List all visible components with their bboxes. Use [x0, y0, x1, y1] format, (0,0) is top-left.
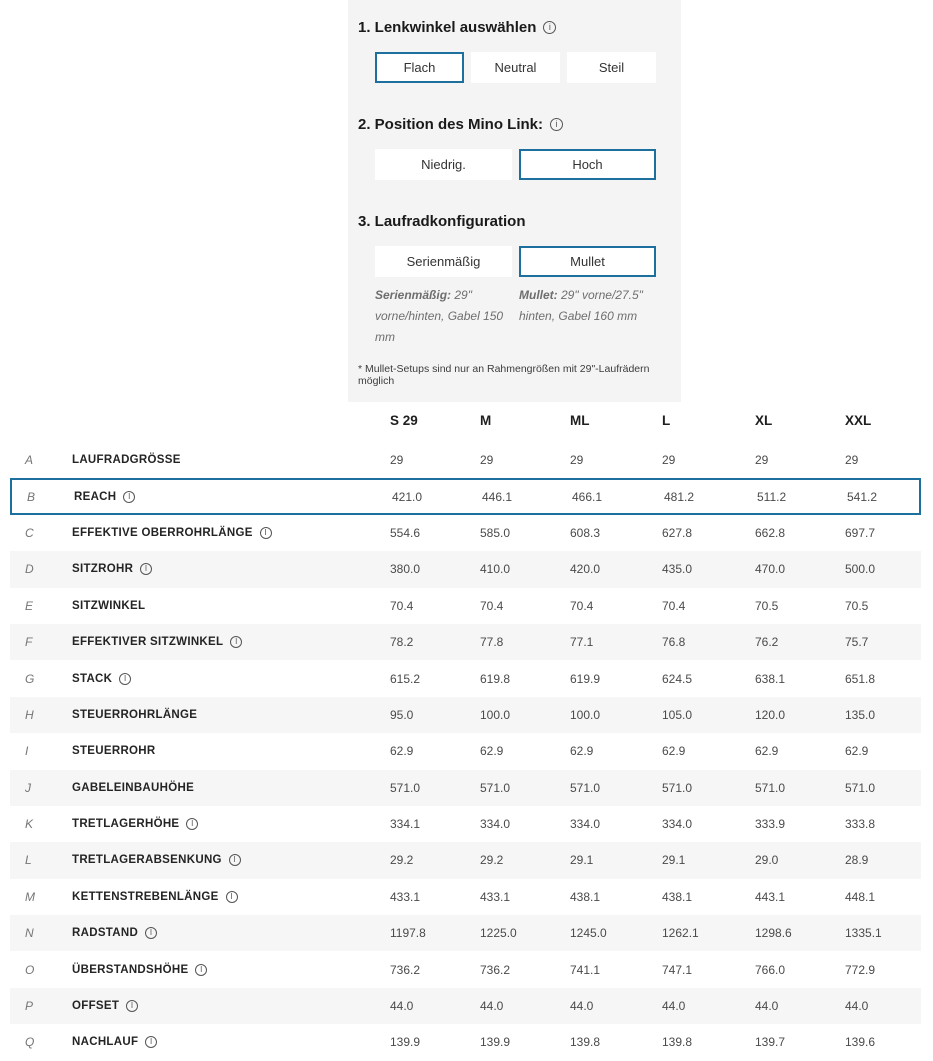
row-letter: Q — [25, 1035, 35, 1050]
section-title-laufradkonfiguration — [358, 213, 681, 230]
cell-value: 438.1 — [570, 889, 601, 904]
cell-value: 420.0 — [570, 562, 601, 577]
cell-value: 571.0 — [845, 780, 876, 795]
cell-value: 541.2 — [847, 489, 878, 504]
cell-value: 747.1 — [662, 962, 693, 977]
row-label — [62, 527, 380, 539]
cell-value: 44.0 — [570, 999, 594, 1014]
row-label-text: TRETLAGERHÖHE — [72, 818, 180, 831]
cell-value: 334.0 — [570, 817, 601, 832]
cell-value: 76.2 — [755, 635, 779, 650]
row-letter: P — [25, 999, 34, 1014]
cell-value: 334.0 — [480, 817, 511, 832]
row-letter: K — [25, 817, 34, 832]
cell-value: 62.9 — [755, 744, 779, 759]
row-letter: J — [25, 780, 31, 795]
cell-value: 741.1 — [570, 962, 601, 977]
info-icon[interactable]: I — [119, 673, 131, 685]
cell-value: 62.9 — [662, 744, 686, 759]
geometry-table-body — [10, 442, 921, 1061]
cell-value: 78.2 — [390, 635, 414, 650]
cell-value: 380.0 — [390, 562, 421, 577]
cell-value: 571.0 — [570, 780, 601, 795]
option-button-neutral[interactable]: Neutral — [471, 52, 560, 83]
cell-value: 627.8 — [662, 525, 693, 540]
row-letter: D — [25, 562, 34, 577]
size-column-header: S 29 — [390, 412, 418, 428]
table-row — [10, 1024, 921, 1060]
row-label — [62, 454, 380, 466]
cell-value: 333.8 — [845, 817, 876, 832]
cell-value: 29.0 — [755, 853, 779, 868]
cell-value: 95.0 — [390, 707, 414, 722]
size-column-header: ML — [570, 412, 590, 428]
cell-value: 139.9 — [390, 1035, 421, 1050]
info-icon[interactable]: i — [550, 118, 563, 131]
cell-value: 29 — [570, 453, 584, 468]
cell-value: 76.8 — [662, 635, 686, 650]
size-column-header: XXL — [845, 412, 872, 428]
cell-value: 44.0 — [390, 999, 414, 1014]
cell-value: 736.2 — [480, 962, 511, 977]
info-icon[interactable]: I — [126, 1000, 138, 1012]
cell-value: 29.1 — [570, 853, 594, 868]
cell-value: 615.2 — [390, 671, 421, 686]
cell-value: 100.0 — [570, 707, 601, 722]
cell-value: 571.0 — [390, 780, 421, 795]
cell-value: 70.4 — [662, 598, 686, 613]
row-label-text: LAUFRADGRÖSSE — [72, 454, 181, 467]
cell-value: 62.9 — [845, 744, 869, 759]
cell-value: 139.7 — [755, 1035, 786, 1050]
option-button-niedrig[interactable]: Niedrig. — [375, 149, 512, 180]
row-letter: A — [25, 453, 34, 468]
cell-value: 29.2 — [390, 853, 414, 868]
table-row — [10, 478, 921, 514]
cell-value: 70.4 — [570, 598, 594, 613]
cell-value: 410.0 — [480, 562, 511, 577]
row-label-text: REACH — [74, 490, 117, 503]
info-icon[interactable]: I — [229, 854, 241, 866]
cell-value: 1262.1 — [662, 926, 699, 941]
row-letter: I — [25, 744, 29, 759]
cell-value: 139.8 — [662, 1035, 693, 1050]
row-label — [62, 673, 380, 685]
table-row — [10, 879, 921, 915]
cell-value: 608.3 — [570, 525, 601, 540]
cell-value: 421.0 — [392, 489, 423, 504]
info-icon[interactable]: I — [195, 964, 207, 976]
size-column-header: XL — [755, 412, 773, 428]
cell-value: 585.0 — [480, 525, 511, 540]
row-label-text: GABELEINBAUHÖHE — [72, 781, 195, 794]
cell-value: 1298.6 — [755, 926, 792, 941]
table-row — [10, 442, 921, 478]
row-label-text: EFFEKTIVER SITZWINKEL — [72, 636, 224, 649]
row-letter: M — [25, 889, 35, 904]
cell-value: 438.1 — [662, 889, 693, 904]
table-row — [10, 551, 921, 587]
row-label — [62, 745, 380, 757]
row-label — [62, 563, 380, 575]
section-title-lenkwinkel — [358, 19, 681, 36]
cell-value: 662.8 — [755, 525, 786, 540]
cell-value: 466.1 — [572, 489, 603, 504]
size-header-row — [10, 398, 921, 442]
row-label-text: KETTENSTREBENLÄNGE — [72, 890, 219, 903]
cell-value: 736.2 — [390, 962, 421, 977]
config-panel — [348, 0, 681, 402]
table-row — [10, 842, 921, 878]
table-row — [10, 624, 921, 660]
row-label — [64, 491, 382, 503]
geometry-table — [10, 398, 921, 1061]
row-label — [62, 927, 380, 939]
cell-value: 29.2 — [480, 853, 504, 868]
table-row — [10, 697, 921, 733]
description-lead: Serienmäßig: — [375, 288, 452, 302]
row-label-text: SITZWINKEL — [72, 599, 146, 612]
cell-value: 1225.0 — [480, 926, 517, 941]
info-icon[interactable]: I — [186, 818, 198, 830]
cell-value: 448.1 — [845, 889, 876, 904]
section-title-text: 3. Laufradkonfiguration — [358, 213, 526, 230]
cell-value: 1245.0 — [570, 926, 607, 941]
cell-value: 44.0 — [845, 999, 869, 1014]
cell-value: 766.0 — [755, 962, 786, 977]
row-label — [62, 1000, 380, 1012]
cell-value: 28.9 — [845, 853, 869, 868]
row-label — [62, 782, 380, 794]
row-label — [62, 964, 380, 976]
row-label-text: RADSTAND — [72, 927, 139, 940]
row-label-text: NACHLAUF — [72, 1036, 139, 1049]
description-text: 29" vorne/hinten, Gabel 150 mm — [375, 288, 504, 344]
cell-value: 571.0 — [662, 780, 693, 795]
wheel-config-descriptions — [375, 285, 656, 348]
row-label — [62, 818, 380, 830]
cell-value: 571.0 — [755, 780, 786, 795]
info-icon[interactable]: I — [140, 563, 152, 575]
info-icon[interactable]: I — [230, 636, 242, 648]
row-label-text: OFFSET — [72, 1000, 120, 1013]
cell-value: 44.0 — [755, 999, 779, 1014]
row-letter: E — [25, 598, 34, 613]
cell-value: 139.9 — [480, 1035, 511, 1050]
row-letter: F — [25, 635, 33, 650]
option-button-flach[interactable]: Flach — [375, 52, 464, 83]
info-icon[interactable]: I — [260, 527, 272, 539]
table-row — [10, 806, 921, 842]
row-label-text: SITZROHR — [72, 563, 134, 576]
cell-value: 433.1 — [390, 889, 421, 904]
row-letter: H — [25, 707, 34, 722]
cell-value: 334.1 — [390, 817, 421, 832]
cell-value: 334.0 — [662, 817, 693, 832]
row-letter: C — [25, 525, 34, 540]
description-text: 29" vorne/27.5" hinten, Gabel 160 mm — [519, 288, 643, 323]
option-button-hoch[interactable]: Hoch — [519, 149, 656, 180]
table-row — [10, 915, 921, 951]
info-icon[interactable]: I — [145, 1036, 157, 1048]
row-label-text: STACK — [72, 672, 113, 685]
cell-value: 75.7 — [845, 635, 869, 650]
cell-value: 651.8 — [845, 671, 876, 686]
cell-value: 77.1 — [570, 635, 594, 650]
cell-value: 70.4 — [480, 598, 504, 613]
serienmaessig-description — [375, 285, 512, 348]
cell-value: 77.8 — [480, 635, 504, 650]
cell-value: 624.5 — [662, 671, 693, 686]
cell-value: 697.7 — [845, 525, 876, 540]
mullet-footnote: * Mullet-Setups sind nur an Rahmengrößen mit 29"-Laufrädern möglich — [358, 363, 650, 387]
option-button-serienm-ig[interactable]: Serienmäßig — [375, 246, 512, 277]
cell-value: 70.5 — [755, 598, 779, 613]
row-letter: O — [25, 962, 35, 977]
row-label — [62, 600, 380, 612]
cell-value: 619.9 — [570, 671, 601, 686]
size-column-header: L — [662, 412, 671, 428]
mino-link-options — [375, 149, 656, 180]
cell-value: 772.9 — [845, 962, 876, 977]
cell-value: 29 — [845, 453, 859, 468]
cell-value: 139.8 — [570, 1035, 601, 1050]
row-label — [62, 709, 380, 721]
row-label-text: STEUERROHR — [72, 745, 156, 758]
cell-value: 29.1 — [662, 853, 686, 868]
row-label — [62, 636, 380, 648]
cell-value: 120.0 — [755, 707, 786, 722]
mullet-description — [519, 285, 656, 348]
cell-value: 70.5 — [845, 598, 869, 613]
row-letter: G — [25, 671, 35, 686]
cell-value: 435.0 — [662, 562, 693, 577]
cell-value: 62.9 — [480, 744, 504, 759]
row-label — [62, 891, 380, 903]
info-icon[interactable]: i — [543, 21, 556, 34]
table-row — [10, 588, 921, 624]
laufrad-options — [375, 246, 656, 277]
info-icon[interactable]: I — [123, 491, 135, 503]
row-label — [62, 854, 380, 866]
cell-value: 443.1 — [755, 889, 786, 904]
cell-value: 554.6 — [390, 525, 421, 540]
cell-value: 135.0 — [845, 707, 876, 722]
table-row — [10, 733, 921, 769]
cell-value: 29 — [662, 453, 676, 468]
table-row — [10, 770, 921, 806]
table-row — [10, 660, 921, 696]
row-label-text: ÜBERSTANDSHÖHE — [72, 963, 189, 976]
table-row — [10, 988, 921, 1024]
section-title-text: 1. Lenkwinkel auswählen — [358, 19, 537, 36]
cell-value: 433.1 — [480, 889, 511, 904]
cell-value: 500.0 — [845, 562, 876, 577]
cell-value: 571.0 — [480, 780, 511, 795]
cell-value: 638.1 — [755, 671, 786, 686]
cell-value: 29 — [480, 453, 494, 468]
cell-value: 100.0 — [480, 707, 511, 722]
cell-value: 29 — [390, 453, 404, 468]
cell-value: 29 — [755, 453, 769, 468]
cell-value: 105.0 — [662, 707, 693, 722]
row-label — [62, 1036, 380, 1048]
cell-value: 139.6 — [845, 1035, 876, 1050]
cell-value: 470.0 — [755, 562, 786, 577]
info-icon[interactable]: I — [226, 891, 238, 903]
table-row — [10, 951, 921, 987]
info-icon[interactable]: I — [145, 927, 157, 939]
cell-value: 619.8 — [480, 671, 511, 686]
cell-value: 62.9 — [390, 744, 414, 759]
cell-value: 44.0 — [662, 999, 686, 1014]
cell-value: 333.9 — [755, 817, 786, 832]
cell-value: 446.1 — [482, 489, 513, 504]
cell-value: 481.2 — [664, 489, 695, 504]
table-row — [10, 515, 921, 551]
row-letter: N — [25, 926, 34, 941]
cell-value: 70.4 — [390, 598, 414, 613]
section-title-text: 2. Position des Mino Link: — [358, 116, 544, 133]
option-button-steil[interactable]: Steil — [567, 52, 656, 83]
section-title-mino-link — [358, 116, 681, 133]
size-column-header: M — [480, 412, 492, 428]
lenkwinkel-options — [375, 52, 656, 83]
cell-value: 62.9 — [570, 744, 594, 759]
cell-value: 1197.8 — [390, 926, 426, 941]
row-letter: B — [27, 489, 36, 504]
cell-value: 511.2 — [757, 489, 787, 504]
description-lead: Mullet: — [519, 288, 558, 302]
option-button-mullet[interactable]: Mullet — [519, 246, 656, 277]
row-label-text: STEUERROHRLÄNGE — [72, 708, 198, 721]
row-label-text: TRETLAGERABSENKUNG — [72, 854, 222, 867]
cell-value: 44.0 — [480, 999, 504, 1014]
row-label-text: EFFEKTIVE OBERROHRLÄNGE — [72, 526, 253, 539]
cell-value: 1335.1 — [845, 926, 882, 941]
row-letter: L — [25, 853, 32, 868]
